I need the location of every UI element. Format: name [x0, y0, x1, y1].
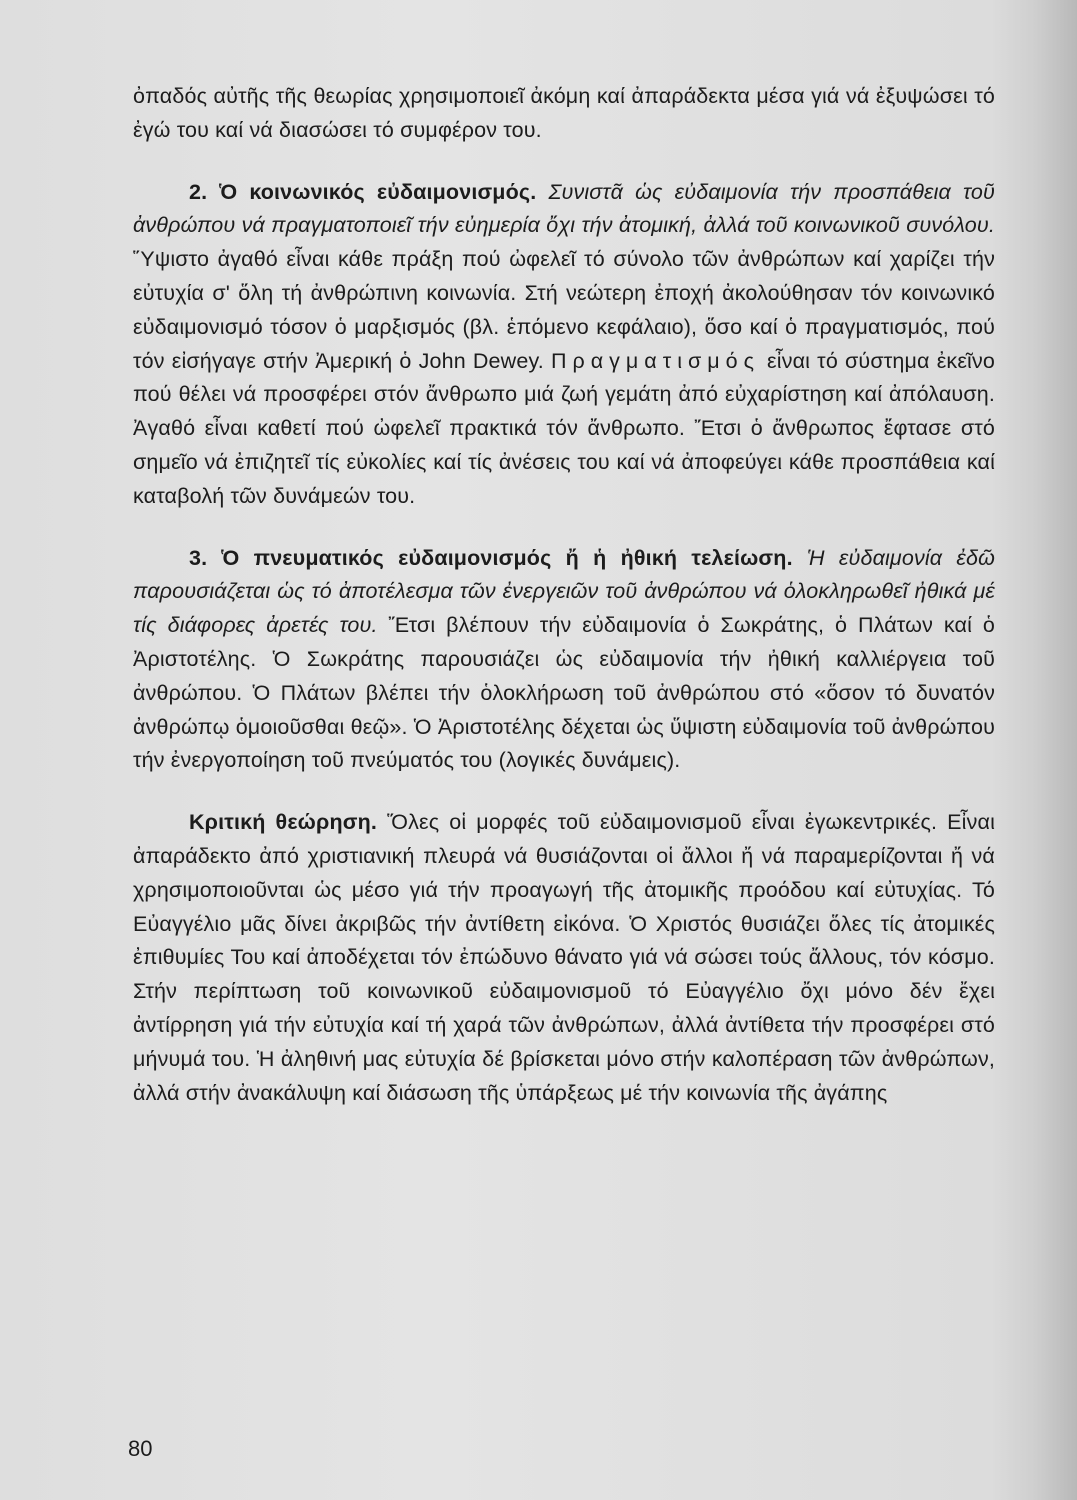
- paragraph-text: ὀπαδός αὐτῆς τῆς θεωρίας χρησιμοποιεῖ ἀκόμη καί ἀπαράδεκτα μέσα γιά νά ἐξυψώσει τό ἐγώ του καί νά διασώσει τό συμφέρον του.: [133, 84, 995, 142]
- section-definition: Συνιστᾶ ὡς εὐδαιμονία τήν προσπάθεια τοῦ ἀνθρώπου νά πραγματοποιεῖ τήν εὐημερία ὄχι τήν ἀτομική, ἀλλά τοῦ κοινωνικοῦ συνόλου.: [133, 179, 995, 238]
- paragraph-text: Ἔτσι βλέπουν τήν εὐδαιμονία ὁ Σωκράτης, ὁ Πλάτων καί ὁ Ἀριστοτέλης. Ὁ Σωκράτης παρουσιάζει ὡς εὐδαιμονία τήν ἠθική καλλιέργεια τοῦ ἀνθρώπου. Ὁ Πλάτων βλέπει τήν ὁλοκλήρωση τοῦ ἀνθρώπου στό «ὅσον τό δυνατόν ἀνθρώπῳ ὁμοιοῦσθαι θεῷ». Ὁ Ἀριστοτέλης δέχεται ὡς ὕψιστη εὐδαιμονία τοῦ ἀνθρώπου τήν ἐνεργοποίηση τοῦ πνεύματός του (λογικές δυνάμεις).: [133, 613, 996, 773]
- section-heading: 2. Ὁ κοινωνικός εὐδαιμονισμός.: [189, 179, 537, 204]
- paragraph-critical-review: [133, 806, 995, 1110]
- paragraph-social-eudaemonism: [133, 176, 995, 514]
- paragraph-text: Ὅλες οἱ μορφές τοῦ εὐδαιμονισμοῦ εἶναι ἐγωκεντρικές. Εἶναι ἀπαράδεκτο ἀπό χριστιανική πλευρά νά θυσιάζονται οἱ ἄλλοι ἤ νά παραμερίζονται ἤ νά χρησιμοποιοῦνται ὡς μέσο γιά τήν προαγωγή τῆς ἀτομικῆς προόδου καί εὐτυχίας. Τό Εὐαγγέλιο μᾶς δίνει ἀκριβῶς τήν ἀντίθετη εἰκόνα. Ὁ Χριστός θυσιάζει ὅλες τίς ἀτομικές ἐπιθυμίες Του καί ἀποδέχεται τόν ἐπώδυνο θάνατο γιά νά σώσει τούς ἄλλους, τόν κόσμο. Στήν περίπτωση τοῦ κοινωνικοῦ εὐδαιμονισμοῦ τό Εὐαγγέλιο ὄχι μόνο δέν ἔχει ἀντίρρηση γιά τήν εὐτυχία καί τή χαρά τῶν ἀνθρώπων, ἀλλά ἀντίθετα τήν προσφέρει στό μήνυμά του. Ἡ ἀληθινή μας εὐτυχία δέ βρίσκεται μόνο στήν καλοπέραση τῶν ἀνθρώπων, ἀλλά στήν ἀνακάλυψη καί διάσωση τῆς ὑπάρξεως μέ τήν κοινωνία τῆς ἀγάπης: [133, 810, 995, 1105]
- paragraph-spiritual-eudaemonism: [133, 542, 995, 779]
- section-heading: Κριτική θεώρηση.: [189, 810, 377, 835]
- section-definition: Ἡ εὐδαιμονία ἐδῶ παρουσιάζεται ὡς τό ἀποτέλεσμα τῶν ἐνεργειῶν τοῦ ἀνθρώπου νά ὁλοκληρωθεῖ ἠθικά μέ τίς διάφορες ἀρετές του.: [133, 545, 995, 638]
- text-body: [133, 80, 995, 1110]
- spaced-term: Πραγματισμός: [550, 348, 760, 373]
- paragraph-continuation: [133, 80, 995, 148]
- page-number: 80: [128, 1436, 153, 1461]
- section-heading: 3. Ὁ πνευματικός εὐδαιμονισμός ἤ ἡ ἠθική τελείωση.: [189, 545, 793, 570]
- paragraph-text: εἶναι τό σύστημα ἐκεῖνο πού θέλει νά προσφέρει στόν ἄνθρωπο μιά ζωή γεμάτη ἀπό εὐχαρίστηση καί ἀπόλαυση. Ἀγαθό εἶναι καθετί πού ὠφελεῖ πρακτικά τόν ἄνθρωπο. Ἔτσι ὁ ἄνθρωπος ἔφτασε στό σημεῖο νά ἐπιζητεῖ τίς εὐκολίες καί τίς ἀνέσεις του καί νά ἀποφεύγει κάθε προσπάθεια καί καταβολή τῶν δυνάμεών του.: [133, 348, 995, 508]
- paragraph-text: Ὕψιστο ἀγαθό εἶναι κάθε πράξη πού ὠφελεῖ τό σύνολο τῶν ἀνθρώπων καί χαρίζει τήν εὐτυχία σ' ὅλη τή ἀνθρώπινη κοινωνία. Στή νεώτερη ἐποχή ἀκολούθησαν τόν κοινωνικό εὐδαιμονισμό τόσον ὁ μαρξισμός (βλ. ἑπόμενο κεφάλαιο), ὅσο καί ὁ πραγματισμός, πού τόν εἰσήγαγε στήν Ἀμερική ὁ John Dewey.: [133, 247, 995, 373]
